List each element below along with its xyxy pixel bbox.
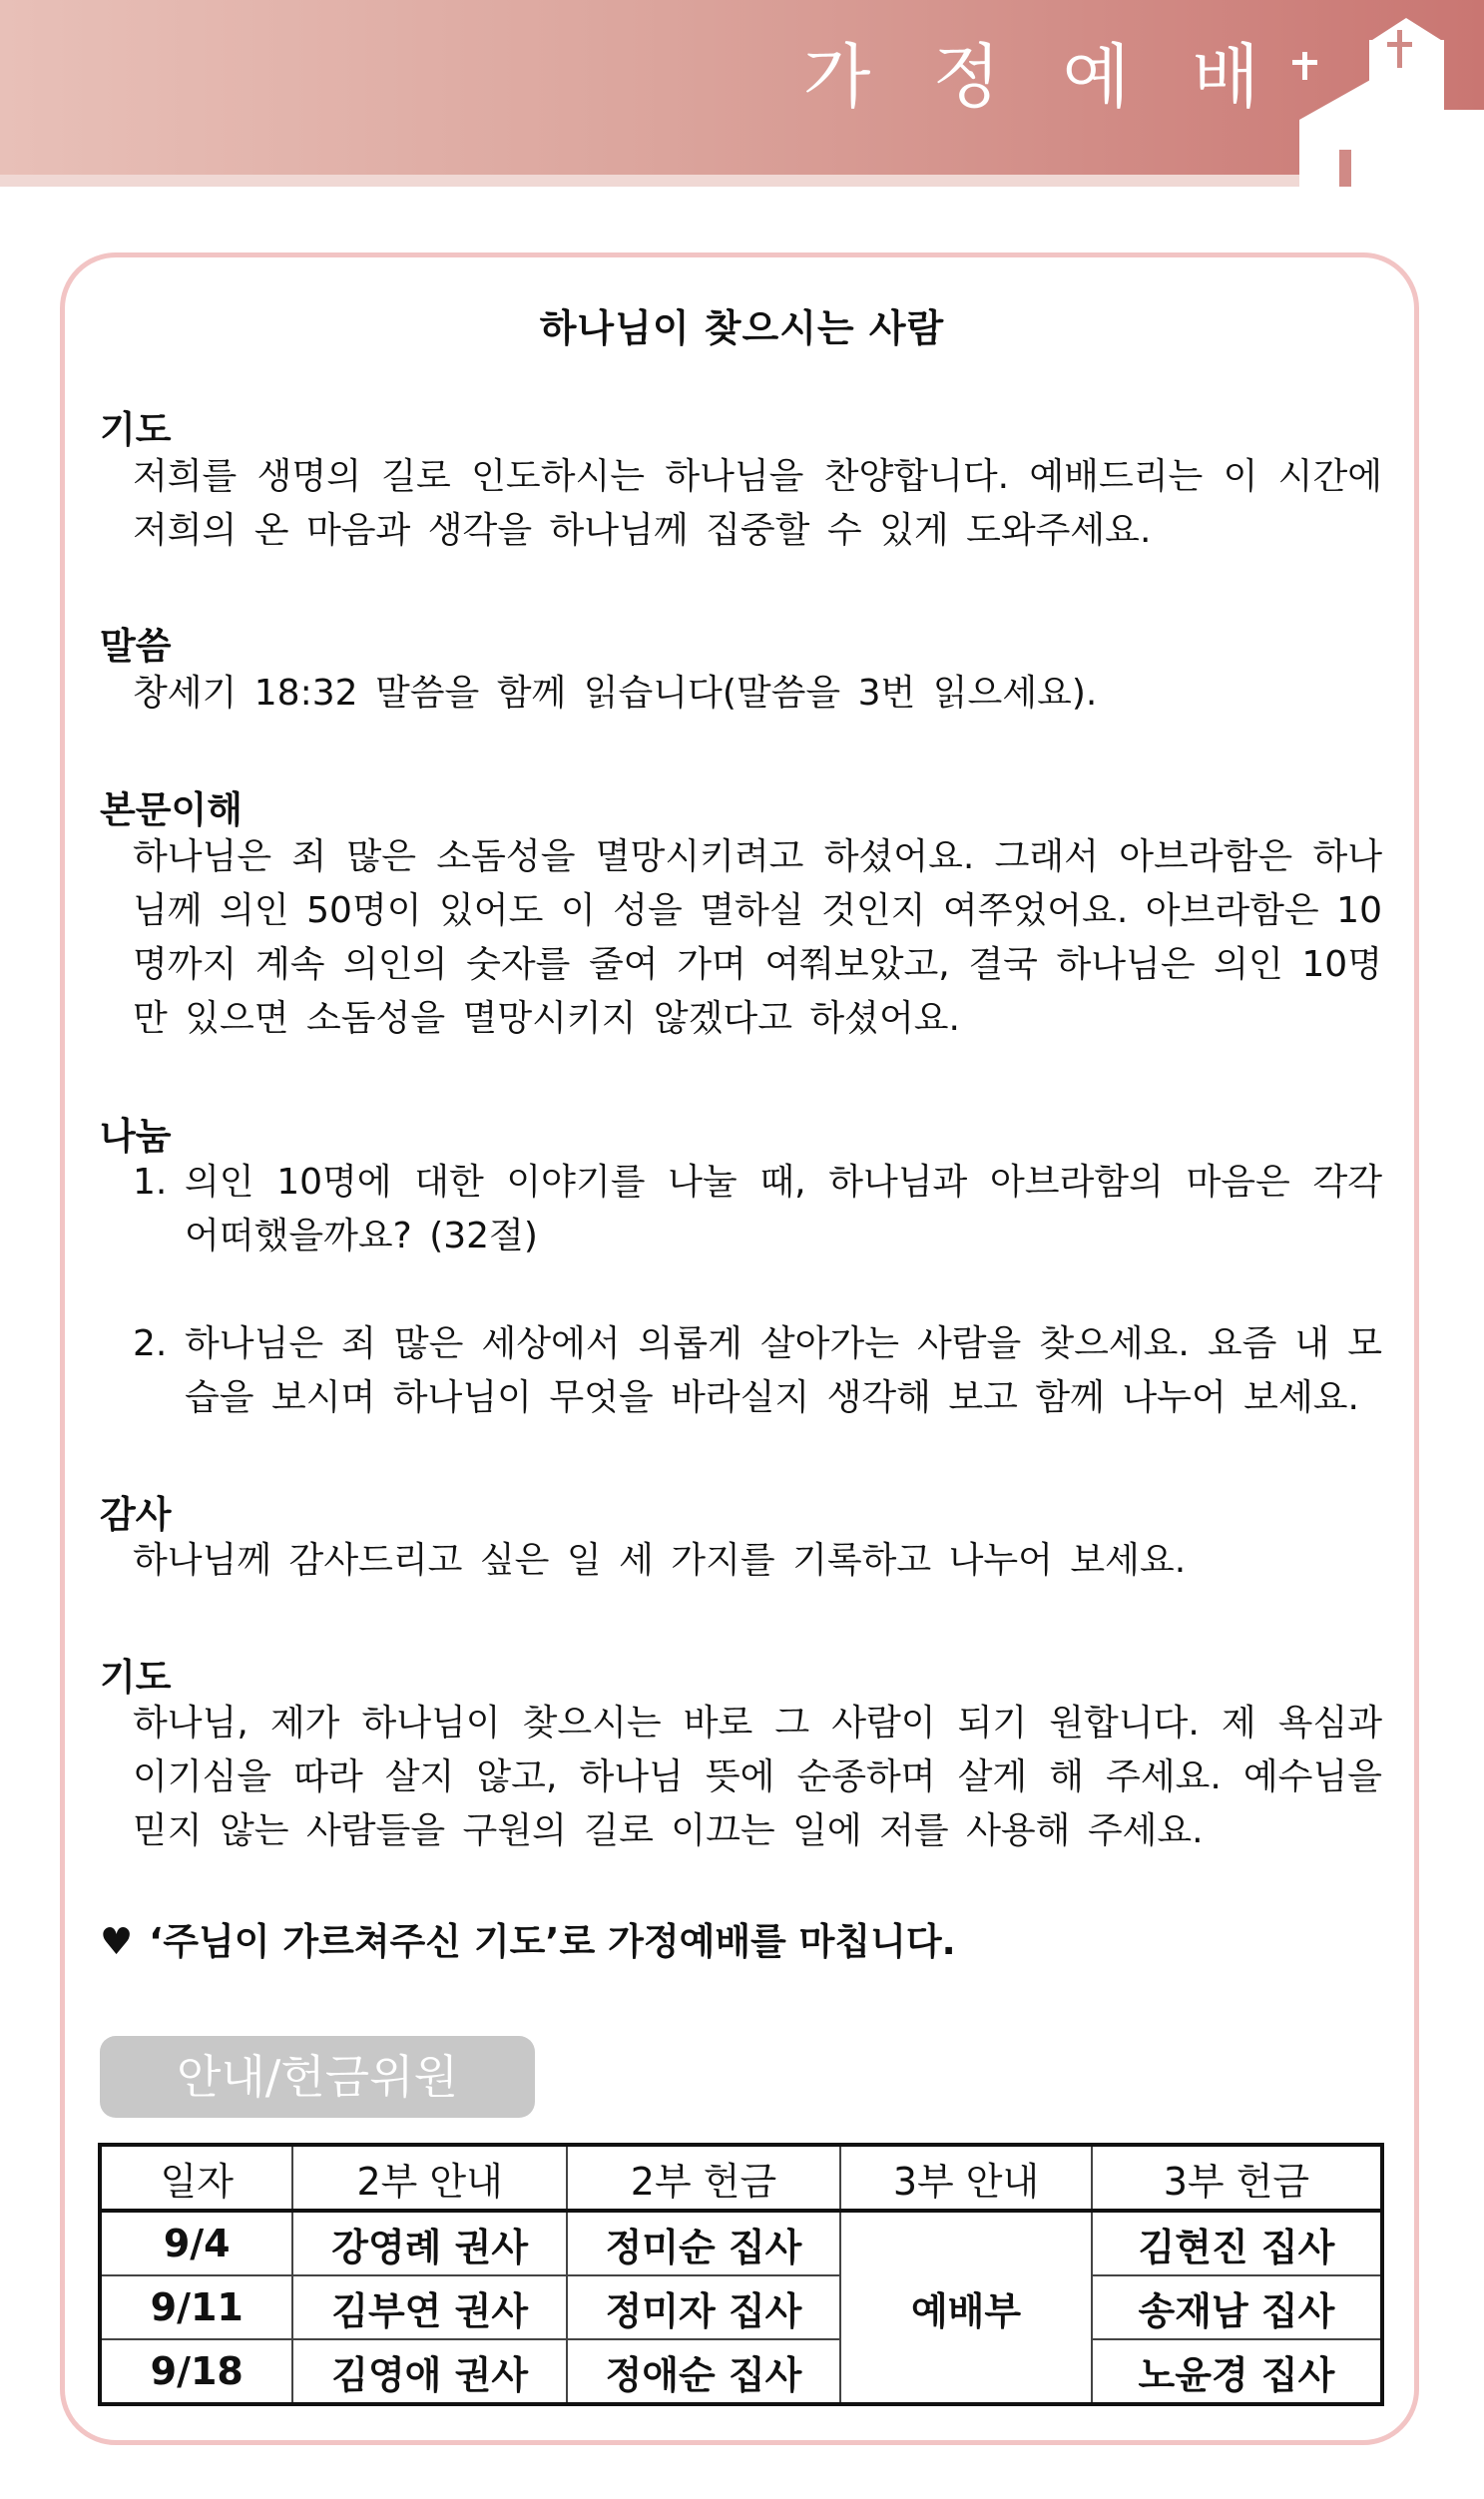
thanks-heading: 감사 [100,1493,172,1536]
header-offering-3: 3부 헌금 [1092,2145,1382,2211]
header-offering-2: 2부 헌금 [567,2145,840,2211]
cell-offering-3: 송재남 집사 [1092,2275,1382,2339]
cell-guide-2: 김부연 권사 [292,2275,566,2339]
page-title: 하나님이 찾으시는 사람 [539,306,945,350]
sharing-heading: 나눔 [100,1115,172,1158]
table-header-row [100,2145,1382,2211]
header-guide-2: 2부 안내 [292,2145,566,2211]
cell-guide-2: 김영애 권사 [292,2339,566,2404]
ushers-badge: 안내/헌금위원 [100,2036,535,2118]
heart-icon: ♥ [100,1920,134,1963]
closing-prayer-heading: 기도 [100,1656,172,1699]
word-heading: 말씀 [100,625,172,668]
table-row [100,2211,1382,2275]
list-text: 의인 10명에 대한 이야기를 나눌 때, 하나님과 아브라함의 마음은 각각 어떠했을까요? (32절) [185,1162,1382,1256]
ushers-table [98,2143,1384,2406]
list-number: 1. [133,1162,168,1203]
sharing-item-1 [133,1156,1382,1263]
church-icon [1264,0,1484,187]
closing-line [100,1911,956,1965]
prayer-heading: 기도 [100,408,172,451]
closing-text: ‘주님이 가르쳐주신 기도’로 가정예배를 마칩니다. [149,1920,956,1963]
word-body: 창세기 18:32 말씀을 함께 읽습니다(말씀을 3번 읽으세요). [133,673,1098,714]
cell-date: 9/4 [100,2211,292,2275]
understanding-body: 하나님은 죄 많은 소돔성을 멸망시키려고 하셨어요. 그래서 아브라함은 하나님께 의인 50명이 있어도 이 성을 멸하실 것인지 여쭈었어요. 아브라함은 10명까지 계속 의인의 숫자를 줄여 가며 여쭤보았고, 결국 하나님은 의인 10명만 있으면 소돔성을 멸망시키지 않겠다고 하셨어요. [133,836,1382,1039]
header-guide-3: 3부 안내 [840,2145,1092,2211]
thanks-body: 하나님께 감사드리고 싶은 일 세 가지를 기록하고 나누어 보세요. [133,1540,1187,1581]
table-row [100,2275,1382,2339]
cell-guide-2: 강영례 권사 [292,2211,566,2275]
closing-prayer-body: 하나님, 제가 하나님이 찾으시는 바로 그 사람이 되기 원합니다. 제 욕심과 이기심을 따라 살지 않고, 하나님 뜻에 순종하며 살게 해 주세요. 예수님을 믿지 않는 사람들을 구원의 길로 이끄는 일에 저를 사용해 주세요. [133,1703,1382,1851]
header-title: 가 정 예 배 [802,36,1279,118]
list-text: 하나님은 죄 많은 세상에서 의롭게 살아가는 사람을 찾으세요. 요즘 내 모습을 보시며 하나님이 무엇을 바라실지 생각해 보고 함께 나누어 보세요. [185,1323,1382,1418]
list-number: 2. [133,1323,168,1364]
table-row [100,2339,1382,2404]
cell-offering-2: 정미순 집사 [567,2211,840,2275]
cell-date: 9/18 [100,2339,292,2404]
cell-date: 9/11 [100,2275,292,2339]
understanding-heading: 본문이해 [100,788,243,831]
header-date: 일자 [100,2145,292,2211]
header-divider [0,175,1484,187]
cell-offering-3: 노윤경 집사 [1092,2339,1382,2404]
cell-offering-2: 정미자 집사 [567,2275,840,2339]
cell-offering-3: 김현진 집사 [1092,2211,1382,2275]
cell-offering-2: 정애순 집사 [567,2339,840,2404]
cell-guide-3-merged: 예배부 [840,2211,1092,2404]
sharing-item-2 [133,1317,1382,1425]
prayer-body: 저희를 생명의 길로 인도하시는 하나님을 찬양합니다. 예배드리는 이 시간에 저희의 온 마음과 생각을 하나님께 집중할 수 있게 도와주세요. [133,456,1382,551]
